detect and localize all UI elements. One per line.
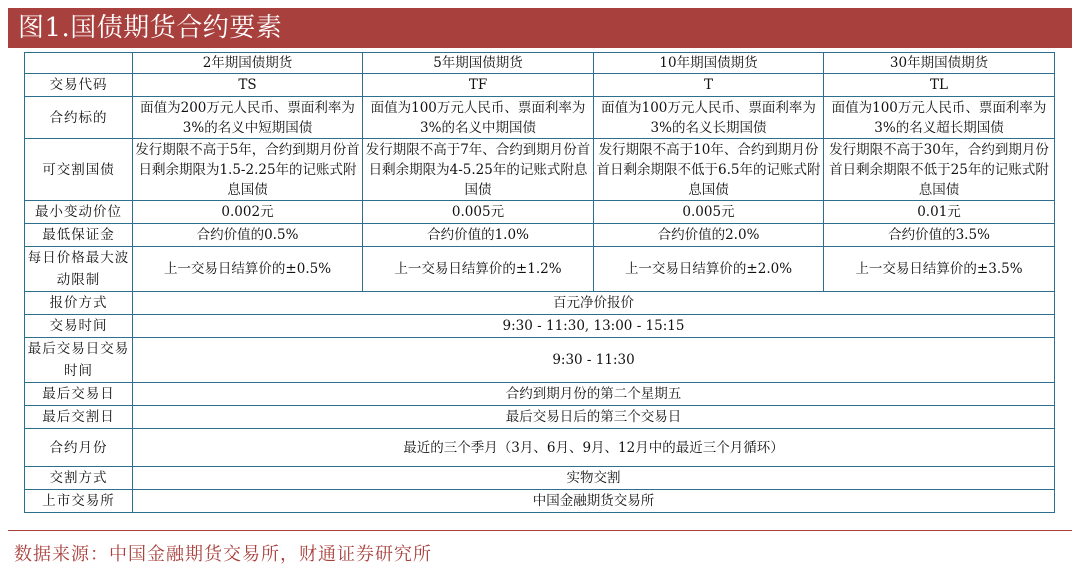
cell-exchange: 中国金融期货交易所 [133,490,1055,513]
row-label-quote: 报价方式 [25,292,133,315]
row-label-deliverable: 可交割国债 [25,139,133,201]
row-label-exchange: 上市交易所 [25,490,133,513]
cell-margin-tl: 合约价值的3.5% [824,224,1055,247]
header-corner [25,53,133,74]
table-row [25,97,1055,139]
row-label-margin: 最低保证金 [25,224,133,247]
cell-code-ts: TS [133,74,363,97]
source-note: 数据来源：中国金融期货交易所，财通证券研究所 [14,544,432,565]
row-label-limit: 每日价格最大波动限制 [25,247,133,292]
header-tl: 30年期国债期货 [824,53,1055,74]
row-label-tick: 最小变动价位 [25,201,133,224]
row-label-last-day: 最后交易日 [25,383,133,406]
cell-hours: 9:30 - 11:30, 13:00 - 15:15 [133,315,1055,338]
table-row [25,467,1055,490]
cell-limit-tl: 上一交易日结算价的±3.5% [824,247,1055,292]
cell-tick-ts: 0.002元 [133,201,363,224]
header-t: 10年期国债期货 [594,53,824,74]
cell-margin-t: 合约价值的2.0% [594,224,824,247]
cell-last-day: 合约到期月份的第二个星期五 [133,383,1055,406]
table-row [25,406,1055,429]
table-row [25,338,1055,383]
cell-delivery: 实物交割 [133,467,1055,490]
cell-quote: 百元净价报价 [133,292,1055,315]
header-row [25,53,1055,74]
cell-months: 最近的三个季月（3月、6月、9月、12月中的最近三个月循环） [133,429,1055,467]
table-row [25,383,1055,406]
cell-last-delivery: 最后交易日后的第三个交易日 [133,406,1055,429]
cell-underlying-tl: 面值为100万元人民币、票面利率为3%的名义超长期国债 [824,97,1055,139]
cell-margin-ts: 合约价值的0.5% [133,224,363,247]
cell-limit-tf: 上一交易日结算价的±1.2% [363,247,594,292]
row-label-code: 交易代码 [25,74,133,97]
cell-deliverable-t: 发行期限不高于10年、合约到期月份首日剩余期限不低于6.5年的记账式附息国债 [594,139,824,201]
table-row [25,292,1055,315]
row-label-delivery: 交割方式 [25,467,133,490]
cell-limit-t: 上一交易日结算价的±2.0% [594,247,824,292]
cell-tick-tl: 0.01元 [824,201,1055,224]
cell-code-tf: TF [363,74,594,97]
cell-tick-tf: 0.005元 [363,201,594,224]
contract-spec-table [24,52,1055,513]
cell-last-hours: 9:30 - 11:30 [133,338,1055,383]
cell-limit-ts: 上一交易日结算价的±0.5% [133,247,363,292]
table-row [25,201,1055,224]
row-label-last-delivery: 最后交割日 [25,406,133,429]
cell-deliverable-ts: 发行期限不高于5年，合约到期月份首日剩余期限为1.5-2.25年的记账式附息国债 [133,139,363,201]
cell-margin-tf: 合约价值的1.0% [363,224,594,247]
table-row [25,224,1055,247]
cell-code-t: T [594,74,824,97]
table-row [25,247,1055,292]
row-label-underlying: 合约标的 [25,97,133,139]
cell-code-tl: TL [824,74,1055,97]
cell-deliverable-tf: 发行期限不高于7年、合约到期月份首日剩余期限为4-5.25年的记账式附息国债 [363,139,594,201]
row-label-hours: 交易时间 [25,315,133,338]
figure-title: 图1.国债期货合约要素 [8,8,1072,48]
cell-tick-t: 0.005元 [594,201,824,224]
row-label-months: 合约月份 [25,429,133,467]
table-row [25,315,1055,338]
cell-underlying-tf: 面值为100万元人民币、票面利率为3%的名义中期国债 [363,97,594,139]
table-row [25,429,1055,467]
bottom-divider [8,530,1072,531]
row-label-last-hours: 最后交易日交易时间 [25,338,133,383]
cell-underlying-t: 面值为100万元人民币、票面利率为3%的名义长期国债 [594,97,824,139]
header-tf: 5年期国债期货 [363,53,594,74]
table-row [25,490,1055,513]
table-row [25,139,1055,201]
table-row [25,74,1055,97]
contract-spec-table-wrap [24,52,1054,513]
cell-deliverable-tl: 发行期限不高于30年，合约到期月份首日剩余期限不低于25年的记账式附息国债 [824,139,1055,201]
header-ts: 2年期国债期货 [133,53,363,74]
cell-underlying-ts: 面值为200万元人民币、票面利率为3%的名义中短期国债 [133,97,363,139]
